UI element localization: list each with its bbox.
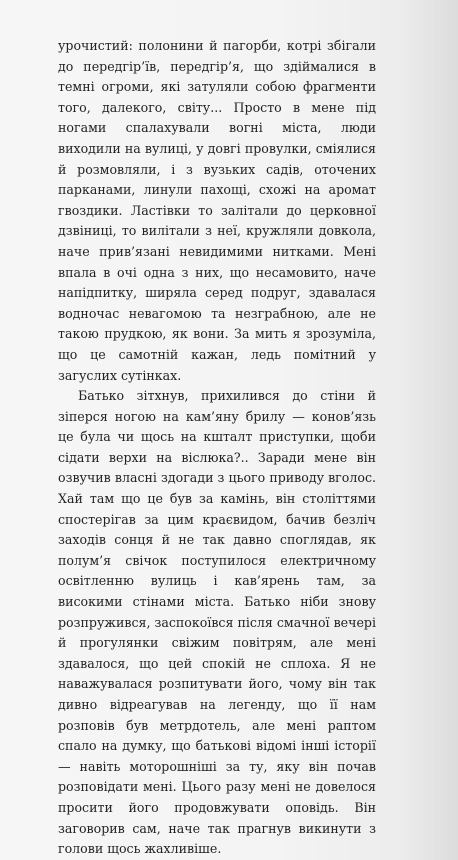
paragraph-2: Батько зітхнув, прихилився до стіни й зіперся ногою на кам’яну брилу — конов’язь це була чи щось на кшталт приступки, щоби сідати верхи на віслюка?.. Заради мене він озвучив власні здогади з цього приводу вголос. Хай там що це був за камінь, він століттями спостерігав за цим краєвидом, бачив безліч заходів сонця й не так давно споглядав, як полум’я свічок поступилося електричному освітленню вулиць і кав’ярень там, за високими стінами міста. Батько ніби знову розпружився, заспокоївся після смачної вечері й прогулянки свіжим повітрям, але мені здавалося, що цей спокій не сплоха. Я не наважувалася розпитувати його, чому він так дивно відреагував на легенду, що її нам розповів був метрдотель, але мені раптом спало на думку, що батькові відомі інші історії — навіть моторошніші за ту, яку він почав розповідати мені. Цього разу мені не довелося просити його продовжувати оповідь. Він заговорив сам, наче так прагнув викинути з голови щось жахливіше. — [58, 388, 376, 857]
body-text — [58, 36, 376, 860]
paragraph-1: урочистий: полонини й пагорби, котрі збігали до передгір’їв, передгір’я, що здіймалися в темні огроми, які затуляли собою фрагменти того, далекого, світу... Просто в мене під ногами спалахували вогні міста, люди виходили на вулиці, у довгі провулки, сміялися й розмовляли, і з вузьких садів, оточених парканами, линули пахощі, схожі на аромат гвоздики. Ластівки то залітали до церковної дзвіниці, то вилітали з неї, кружляли довкола, наче прив’язані невидимими нитками. Мені впала в очі одна з них, що несамовито, наче напідпитку, ширяла серед подруг, здавалася водночас невагомою та незграбною, але не такою прудкою, як вони. За мить я зрозуміла, що це самотній кажан, ледь помітний у загуслих сутінках. — [58, 38, 376, 383]
